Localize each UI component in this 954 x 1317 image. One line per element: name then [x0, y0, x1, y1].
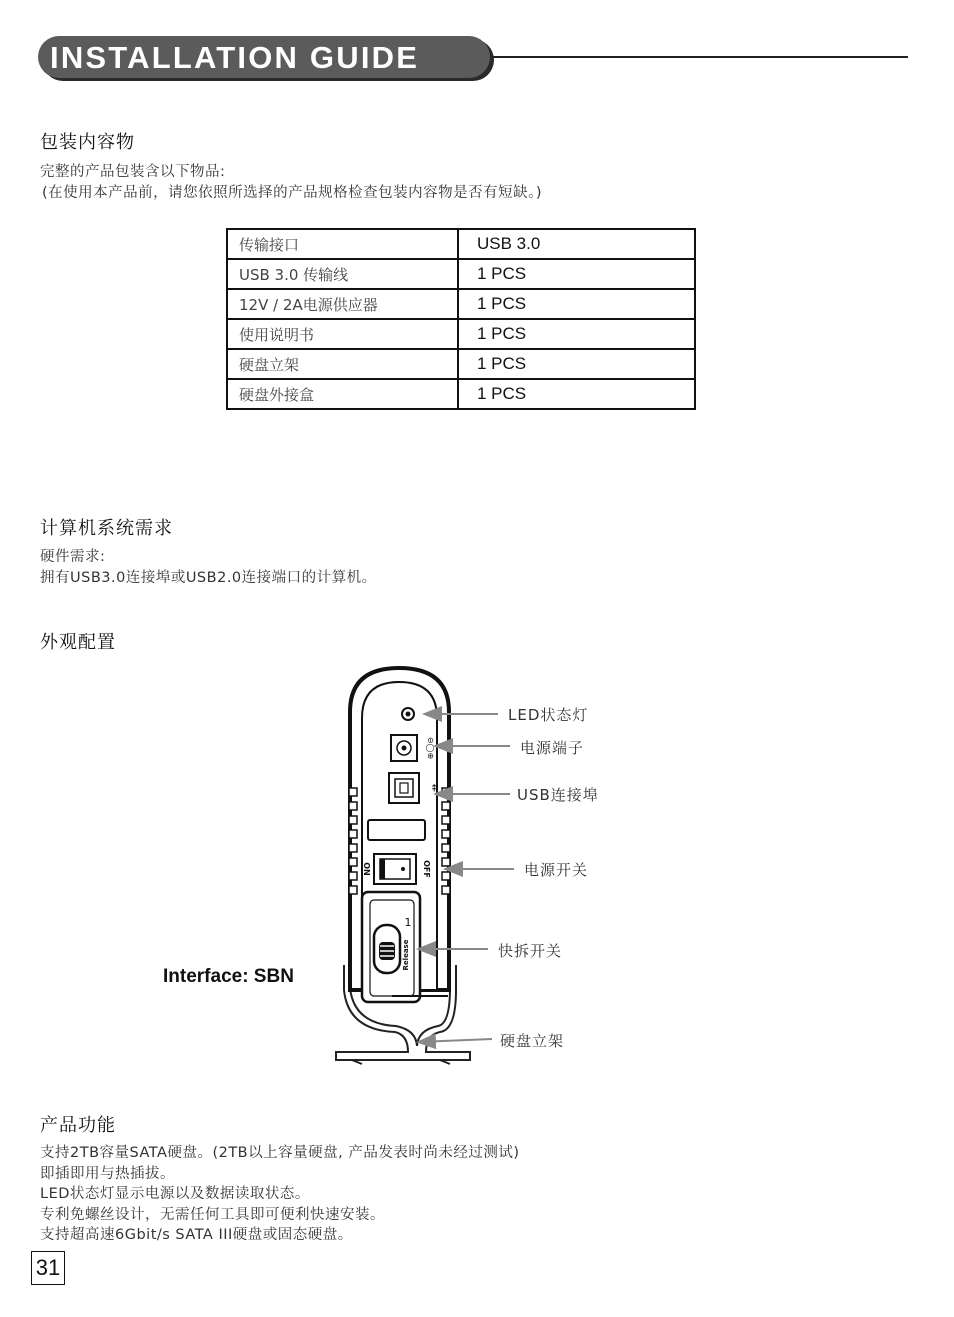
- package-note: (在使用本产品前，请您依照所选择的产品规格检查包装内容物是否有短缺。): [42, 185, 543, 201]
- feature-line: LED状态灯显示电源以及数据读取状态。: [40, 1186, 310, 1202]
- table-cell-value: 1 PCS: [458, 259, 695, 289]
- table-cell-value: 1 PCS: [458, 379, 695, 409]
- table-cell-item: 12V / 2A电源供应器: [227, 289, 458, 319]
- table-cell-item: 传输接口: [227, 229, 458, 259]
- appearance-title: 外观配置: [40, 632, 116, 653]
- table-cell-item: USB 3.0 传输线: [227, 259, 458, 289]
- table-row: [227, 319, 695, 349]
- page-number: 31: [31, 1251, 65, 1285]
- callout-power-port: 电源端子: [520, 739, 585, 757]
- table-row: [227, 379, 695, 409]
- switch-off-label: OFF: [422, 860, 431, 878]
- callout-quick-release: 快拆开关: [498, 942, 563, 960]
- device-diagram: [300, 660, 640, 1070]
- release-number: 1: [404, 916, 412, 929]
- table-cell-value: 1 PCS: [458, 319, 695, 349]
- requirements-hardware: 硬件需求:: [40, 549, 106, 565]
- table-cell-value: USB 3.0: [458, 229, 695, 259]
- feature-line: 即插即用与热插拔。: [40, 1166, 175, 1182]
- svg-text:⊖◯⊕: ⊖◯⊕: [426, 736, 435, 760]
- table-row: [227, 259, 695, 289]
- feature-line: 专利免螺丝设计，无需任何工具即可便利快速安装。: [40, 1207, 385, 1223]
- table-row: [227, 349, 695, 379]
- feature-line: 支持超高速6Gbit/s SATA III硬盘或固态硬盘。: [40, 1227, 353, 1243]
- table-cell-value: 1 PCS: [458, 349, 695, 379]
- requirements-detail: 拥有USB3.0连接埠或USB2.0连接端口的计算机。: [40, 570, 377, 586]
- svg-text:⇷: ⇷: [428, 783, 439, 793]
- table-cell-value: 1 PCS: [458, 289, 695, 319]
- release-label: Release: [402, 939, 410, 971]
- callout-led: LED状态灯: [508, 706, 589, 724]
- table-cell-item: 使用说明书: [227, 319, 458, 349]
- callout-stand: 硬盘立架: [500, 1032, 565, 1050]
- table-cell-item: 硬盘立架: [227, 349, 458, 379]
- table-row: [227, 229, 695, 259]
- callout-power-switch: 电源开关: [524, 861, 589, 879]
- package-title: 包装内容物: [40, 132, 135, 153]
- package-intro: 完整的产品包装含以下物品:: [40, 164, 226, 180]
- page-title: INSTALLATION GUIDE: [50, 40, 420, 75]
- callout-usb-port: USB连接埠: [517, 786, 599, 804]
- requirements-title: 计算机系统需求: [40, 518, 173, 539]
- switch-on-label: ON: [362, 862, 371, 876]
- header-rule: [492, 56, 908, 58]
- interface-label: Interface: SBN: [163, 966, 294, 987]
- features-title: 产品功能: [40, 1115, 116, 1136]
- enclosure-graphic: [349, 668, 450, 1002]
- feature-line: 支持2TB容量SATA硬盘。(2TB以上容量硬盘, 产品发表时尚未经过测试): [40, 1145, 520, 1161]
- table-row: [227, 289, 695, 319]
- table-cell-item: 硬盘外接盒: [227, 379, 458, 409]
- package-table: [226, 228, 696, 410]
